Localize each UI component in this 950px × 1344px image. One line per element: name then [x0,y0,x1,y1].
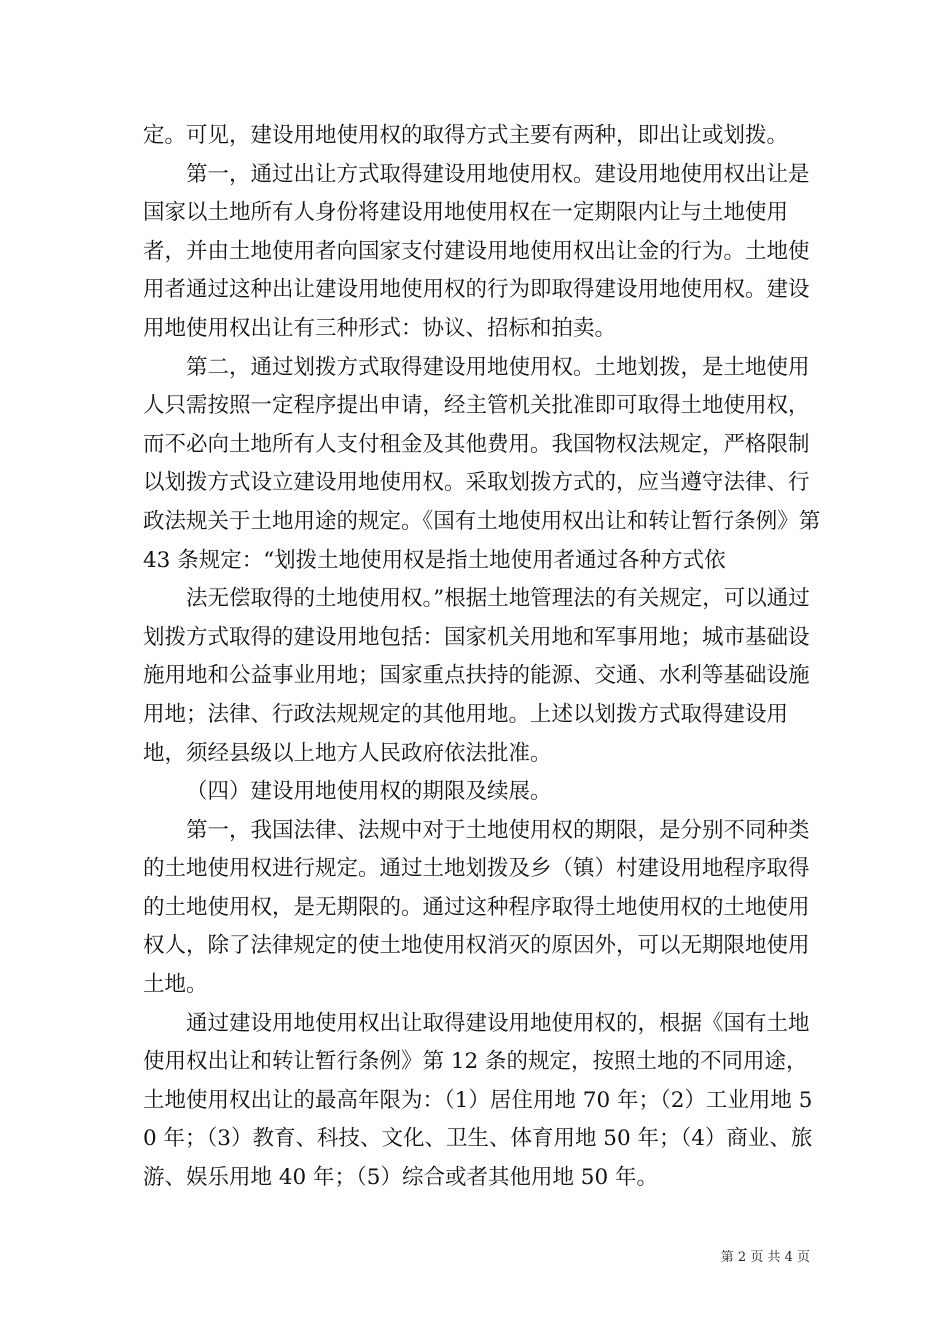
paragraph-6: 通过建设用地使用权出让取得建设用地使用权的，根据《国有土地使用权出让和转让暂行条例》第 12 条的规定，按照土地的不同用途，土地使用权出让的最高年限为：（1）居住用地 70 年；（2）工业用地 50 年；（3）教育、科技、文化、卫生、体育用地 50 年；（4）商业、旅游、娱乐用地 40 年；（5）综合或者其他用地 50 年。 [143,1010,813,1191]
paragraph-3: 第二，通过划拨方式取得建设用地使用权。土地划拨，是土地使用人只需按照一定程序提出申请，经主管机关批准即可取得土地使用权，而不必向土地所有人支付租金及其他费用。我国物权法规定，严格限制以划拨方式设立建设用地使用权。采取划拨方式的，应当遵守法律、行政法规关于土地用途的规定。《国有土地使用权出让和转让暂行条例》第 43 条规定：“划拨土地使用权是指土地使用者通过各种方式依 [143,354,828,573]
section-heading-4: （四）建设用地使用权的期限及续展。 [186,779,552,805]
paragraph-5: 第一，我国法律、法规中对于土地使用权的期限，是分别不同种类的土地使用权进行规定。通过土地划拨及乡（镇）村建设用地程序取得的土地使用权，是无期限的。通过这种程序取得土地使用权的土地使用权人，除了法律规定的使土地使用权消灭的原因外，可以无期限地使用土地。 [143,817,810,998]
paragraph-4: 法无偿取得的土地使用权。”根据土地管理法的有关规定，可以通过划拨方式取得的建设用地包括：国家机关用地和军事用地；城市基础设施用地和公益事业用地；国家重点扶持的能源、交通、水利等基础设施用地；法律、行政法规规定的其他用地。上述以划拨方式取得建设用地，须经县级以上地方人民政府依法批准。 [143,586,810,766]
paragraph-1: 定。可见，建设用地使用权的取得方式主要有两种，即出让或划拨。 [143,123,789,148]
document-body [143,117,828,1198]
page-number-footer: 第 2 页 共 4 页 [720,1250,810,1265]
paragraph-2: 第一，通过出让方式取得建设用地使用权。建设用地使用权出让是国家以土地所有人身份将建设用地使用权在一定期限内让与土地使用者，并由土地使用者向国家支付建设用地使用权出让金的行为。土地使用者通过这种出让建设用地使用权的行为即取得建设用地使用权。建设用地使用权出让有三种形式：协议、招标和拍卖。 [143,161,810,341]
